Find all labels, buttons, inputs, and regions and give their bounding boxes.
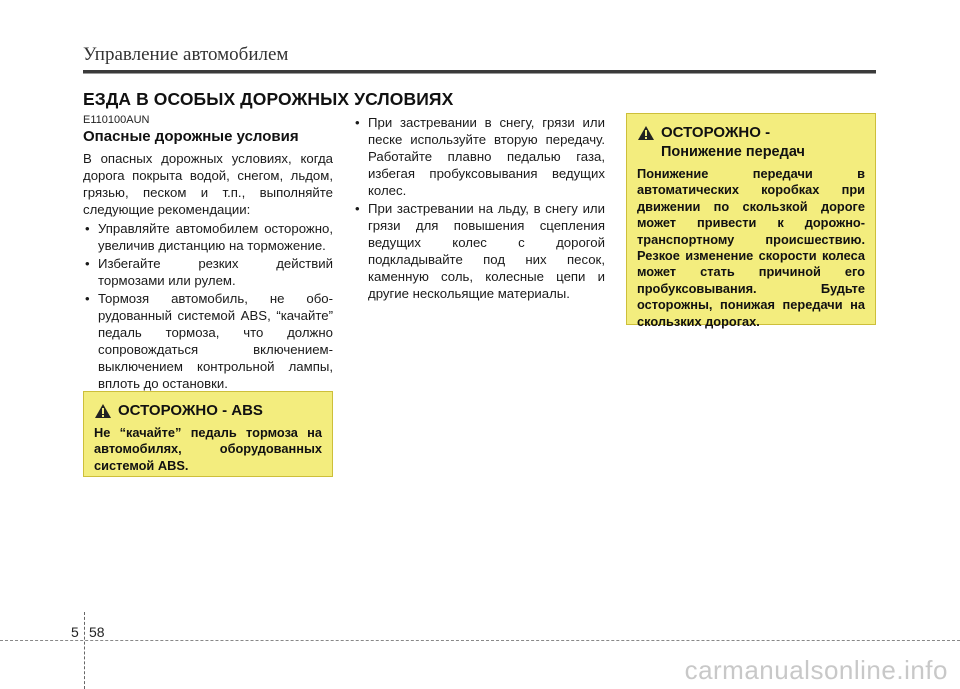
caution-body-gear: Понижение передачи в автоматических коробках при движении по скользкой дороге может привести к дорожно-транспортному происшествию. Резкое изменение скорости колеса может стать причиной его пробуксовывания. Будьте осторожны, понижая передачи на скользких дорогах. bbox=[637, 166, 865, 329]
caution-title-gear-text: ОСТОРОЖНО - bbox=[661, 124, 771, 141]
footer-divider bbox=[0, 640, 960, 641]
list-item: • Тормозя автомобиль, не обо-рудованный системой ABS, “качайте” педаль тормоза, что должно сопровождаться включением-выключением контрольной лампы, вплоть до остановки. bbox=[83, 290, 333, 392]
article-subheading: Опасные дорожные условия bbox=[83, 128, 299, 145]
warning-triangle-icon bbox=[637, 125, 655, 141]
column-left bbox=[83, 150, 333, 393]
list-item: • Избегайте резких действий тормозами или рулем. bbox=[83, 255, 333, 289]
caution-body-abs: Не “качайте” педаль тормоза на автомобилях, оборудованных системой ABS. bbox=[94, 425, 322, 473]
article-code: E110100AUN bbox=[83, 114, 150, 126]
caution-title-gear bbox=[637, 124, 865, 141]
intro-paragraph: В опасных дорожных условиях, когда дорога покрыта водой, снегом, льдом, грязью, песком и т.п., выполняйте следующие рекомендации: bbox=[83, 151, 333, 217]
footer-vertical-divider bbox=[84, 612, 86, 689]
list-item: • Управляйте автомобилем осторожно, увеличив дистанцию на торможение. bbox=[83, 220, 333, 254]
header-title: Управление автомобилем bbox=[83, 44, 289, 65]
column-middle bbox=[353, 113, 605, 303]
page-number: 58 bbox=[89, 624, 105, 640]
watermark: carmanualsonline.info bbox=[684, 655, 948, 685]
page-section-number: 5 bbox=[71, 624, 79, 640]
caution-title-abs bbox=[94, 402, 322, 419]
list-item: • При застревании на льду, в снегу или грязи для повышения сцепления ведущих колес с дорогой подкладывайте под них песок, каменную соль, колесные цепи и другие нескольящие материалы. bbox=[353, 200, 605, 302]
warning-triangle-icon bbox=[94, 403, 112, 419]
caution-subtitle-gear: Понижение передач bbox=[661, 144, 805, 160]
caution-box-abs bbox=[83, 391, 333, 477]
header-rule-thin bbox=[83, 73, 876, 74]
caution-box-gear bbox=[626, 113, 876, 329]
list-item: • При застревании в снегу, грязи или песке используйте вторую передачу. Работайте плавно педалью газа, избегая пробуксовывания ведущих колес. bbox=[353, 114, 605, 199]
caution-title-abs-text: ОСТОРОЖНО - ABS bbox=[118, 402, 263, 419]
section-title: ЕЗДА В ОСОБЫХ ДОРОЖНЫХ УСЛОВИЯХ bbox=[83, 89, 454, 109]
